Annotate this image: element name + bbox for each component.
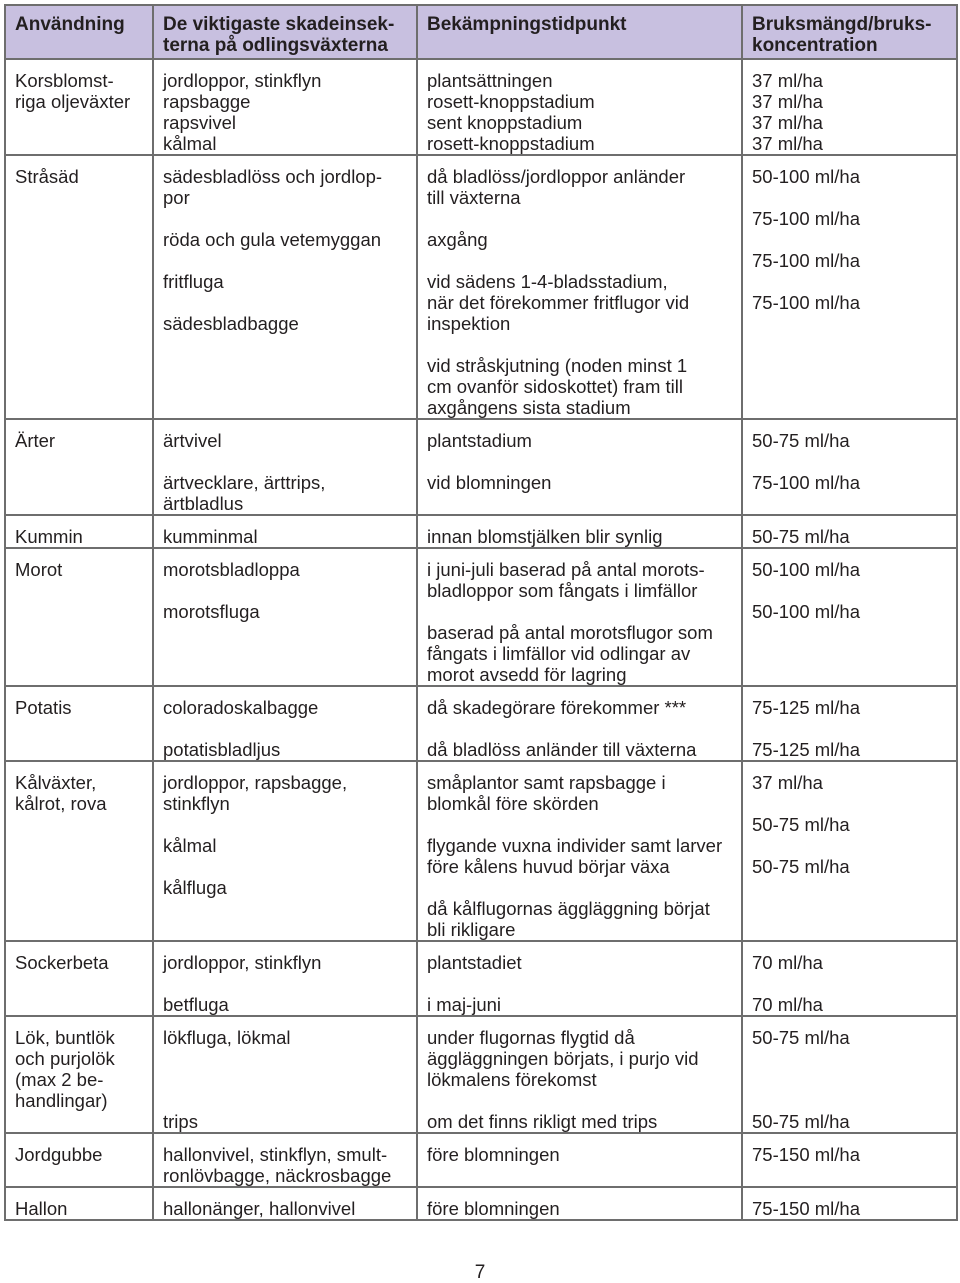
dose-line: 37 ml/ha	[752, 112, 823, 133]
dose-entry	[752, 814, 948, 835]
pest-entry	[163, 1111, 408, 1132]
pest-entry	[163, 835, 408, 856]
usage-cell	[5, 941, 153, 1016]
timing-line: då bladlöss anländer till växterna	[427, 739, 697, 760]
pest-entry	[163, 472, 408, 514]
usage-cell	[5, 59, 153, 155]
pest-line	[163, 1090, 408, 1111]
timing-entry	[427, 739, 733, 760]
timing-line: axgångens sista stadium	[427, 397, 631, 418]
dose-line: 75-150 ml/ha	[752, 1144, 860, 1165]
timing-entry	[427, 271, 733, 334]
usage-line: Potatis	[15, 697, 72, 718]
timing-line: till växterna	[427, 187, 521, 208]
timing-cell	[417, 548, 742, 686]
pest-entry	[163, 313, 408, 334]
usage-cell	[5, 515, 153, 548]
table-row	[5, 548, 957, 686]
pest-line: potatisbladljus	[163, 739, 281, 760]
pest-line: hallonänger, hallonvivel	[163, 1198, 356, 1219]
usage-cell	[5, 1187, 153, 1220]
pest-cell	[153, 686, 417, 761]
timing-entry	[427, 559, 733, 601]
dose-entry	[752, 208, 948, 229]
dose-line: 75-150 ml/ha	[752, 1198, 860, 1219]
timing-entry	[427, 772, 733, 814]
timing-entry	[427, 166, 733, 208]
dose-cell	[742, 1133, 957, 1187]
pest-line: sädesbladlöss och jordlop-	[163, 166, 383, 187]
pest-line: ärtvecklare, ärttrips,	[163, 472, 326, 493]
timing-line: blomkål före skörden	[427, 793, 599, 814]
table-row	[5, 1133, 957, 1187]
usage-line: och purjolök	[15, 1048, 115, 1069]
usage-line: Kålväxter,	[15, 772, 97, 793]
pest-line: ärtvivel	[163, 430, 222, 451]
dose-line: 37 ml/ha	[752, 91, 823, 112]
timing-entry	[427, 70, 733, 154]
dose-entry	[752, 1111, 948, 1132]
dose-line: 75-125 ml/ha	[752, 739, 860, 760]
timing-line: småplantor samt rapsbagge i	[427, 772, 666, 793]
table-row	[5, 155, 957, 419]
pest-entry	[163, 1144, 408, 1186]
timing-entry	[427, 835, 733, 877]
dose-line: 50-75 ml/ha	[752, 1027, 850, 1048]
usage-cell	[5, 1133, 153, 1187]
timing-line: vid sädens 1-4-bladsstadium,	[427, 271, 668, 292]
table-row	[5, 686, 957, 761]
dose-entry	[752, 70, 948, 154]
pest-line: hallonvivel, stinkflyn, smult-	[163, 1144, 388, 1165]
usage-line: Lök, buntlök	[15, 1027, 115, 1048]
usage-cell	[5, 761, 153, 941]
pest-cell	[153, 548, 417, 686]
usage-header	[5, 5, 153, 59]
timing-cell	[417, 686, 742, 761]
header-line: terna på odlingsväxterna	[163, 35, 388, 56]
pest-line: jordloppor, rapsbagge,	[163, 772, 348, 793]
usage-cell	[5, 419, 153, 515]
timing-line: i juni-juli baserad på antal morots-	[427, 559, 705, 580]
table-row	[5, 761, 957, 941]
usage-line: kålrot, rova	[15, 793, 107, 814]
pest-line: morotsfluga	[163, 601, 260, 622]
dose-line: 75-100 ml/ha	[752, 292, 860, 313]
dose-line: 50-75 ml/ha	[752, 526, 850, 547]
timing-line: då skadegörare förekommer ***	[427, 697, 687, 718]
dose-entry	[752, 772, 948, 793]
table-row	[5, 1016, 957, 1133]
timing-cell	[417, 155, 742, 419]
dose-line: 37 ml/ha	[752, 133, 823, 154]
timing-entry	[427, 355, 733, 418]
pest-entry	[163, 1027, 408, 1111]
timing-line: fångats i limfällor vid odlingar av	[427, 643, 691, 664]
dose-line	[752, 1090, 948, 1111]
timing-cell	[417, 1016, 742, 1133]
timing-line: lökmalens förekomst	[427, 1069, 597, 1090]
page-number: 7	[474, 1262, 486, 1283]
usage-line: Kummin	[15, 526, 83, 547]
dose-cell	[742, 941, 957, 1016]
pest-entry	[163, 739, 408, 760]
pest-line: kålmal	[163, 133, 217, 154]
timing-line: före blomningen	[427, 1144, 560, 1165]
dose-cell	[742, 1187, 957, 1220]
dose-cell	[742, 548, 957, 686]
dose-header	[742, 5, 957, 59]
dose-entry	[752, 994, 948, 1015]
pest-cell	[153, 515, 417, 548]
timing-line: äggläggningen börjats, i purjo vid	[427, 1048, 699, 1069]
table-row	[5, 1187, 957, 1220]
pest-entry	[163, 526, 408, 547]
dose-entry	[752, 1027, 948, 1111]
usage-cell	[5, 686, 153, 761]
pest-entry	[163, 697, 408, 718]
timing-line: plantstadium	[427, 430, 532, 451]
header-line: Bruksmängd/bruks-	[752, 14, 932, 35]
dose-entry	[752, 856, 948, 877]
pest-line: kålfluga	[163, 877, 227, 898]
dose-entry	[752, 526, 948, 547]
usage-cell	[5, 1016, 153, 1133]
pest-entry	[163, 229, 408, 250]
pest-entry	[163, 430, 408, 451]
timing-line: plantstadiet	[427, 952, 522, 973]
timing-line: baserad på antal morotsflugor som	[427, 622, 713, 643]
timing-entry	[427, 994, 733, 1015]
pest-line: ronlövbagge, näckrosbagge	[163, 1165, 392, 1186]
dose-line: 37 ml/ha	[752, 70, 823, 91]
pest-line: rapsvivel	[163, 112, 236, 133]
timing-line: då kålflugornas äggläggning börjat	[427, 898, 710, 919]
usage-line: Jordgubbe	[15, 1144, 103, 1165]
pest-line: sädesbladbagge	[163, 313, 299, 334]
pest-entry	[163, 1198, 408, 1219]
pest-entry	[163, 994, 408, 1015]
timing-line: före blomningen	[427, 1198, 560, 1219]
timing-line: flygande vuxna individer samt larver	[427, 835, 723, 856]
timing-entry	[427, 472, 733, 493]
dose-cell	[742, 1016, 957, 1133]
timing-cell	[417, 419, 742, 515]
pests-header	[153, 5, 417, 59]
pest-line: trips	[163, 1111, 198, 1132]
timing-line: vid stråskjutning (noden minst 1	[427, 355, 688, 376]
pest-cell	[153, 1133, 417, 1187]
dose-entry	[752, 430, 948, 451]
pest-line: jordloppor, stinkflyn	[163, 952, 322, 973]
timing-line: sent knoppstadium	[427, 112, 583, 133]
pest-entry	[163, 166, 408, 208]
timing-line	[427, 1090, 733, 1111]
timing-line: innan blomstjälken blir synlig	[427, 526, 663, 547]
dose-entry	[752, 697, 948, 718]
dose-line: 70 ml/ha	[752, 994, 823, 1015]
timing-line: cm ovanför sidoskottet) fram till	[427, 376, 683, 397]
pest-line: betfluga	[163, 994, 229, 1015]
dose-entry	[752, 250, 948, 271]
pest-line	[163, 1048, 408, 1069]
usage-line: Stråsäd	[15, 166, 79, 187]
timing-line: bladloppor som fångats i limfällor	[427, 580, 698, 601]
timing-cell	[417, 515, 742, 548]
header-line: koncentration	[752, 35, 878, 56]
pest-entry	[163, 772, 408, 814]
usage-line: Ärter	[15, 430, 56, 451]
pest-line: por	[163, 187, 190, 208]
timing-line: morot avsedd för lagring	[427, 664, 627, 685]
timing-line: axgång	[427, 229, 488, 250]
dose-cell	[742, 419, 957, 515]
dose-cell	[742, 686, 957, 761]
usage-line: Hallon	[15, 1198, 68, 1219]
timing-entry	[427, 229, 733, 250]
header-row	[5, 5, 957, 59]
usage-line: Korsblomst-	[15, 70, 114, 91]
pest-cell	[153, 761, 417, 941]
pest-entry	[163, 271, 408, 292]
timing-entry	[427, 1198, 733, 1219]
pest-control-table	[4, 4, 958, 1221]
usage-line: Morot	[15, 559, 63, 580]
pest-line: röda och gula vetemyggan	[163, 229, 382, 250]
pest-line: stinkflyn	[163, 793, 230, 814]
dose-line: 50-75 ml/ha	[752, 430, 850, 451]
pest-entry	[163, 877, 408, 898]
usage-line: (max 2 be-	[15, 1069, 104, 1090]
timing-line: då bladlöss/jordloppor anländer	[427, 166, 686, 187]
pest-entry	[163, 952, 408, 973]
dose-entry	[752, 739, 948, 760]
timing-line: rosett-knoppstadium	[427, 91, 595, 112]
timing-cell	[417, 941, 742, 1016]
timing-line: före kålens huvud börjar växa	[427, 856, 670, 877]
pest-cell	[153, 59, 417, 155]
timing-entry	[427, 622, 733, 685]
pest-cell	[153, 419, 417, 515]
pest-line: lökfluga, lökmal	[163, 1027, 291, 1048]
usage-cell	[5, 548, 153, 686]
dose-entry	[752, 166, 948, 187]
usage-line: handlingar)	[15, 1090, 108, 1111]
pest-cell	[153, 941, 417, 1016]
dose-line: 50-100 ml/ha	[752, 166, 860, 187]
timing-line: under flugornas flygtid då	[427, 1027, 635, 1048]
pest-line: kålmal	[163, 835, 217, 856]
timing-line: bli rikligare	[427, 919, 516, 940]
dose-line: 50-75 ml/ha	[752, 814, 850, 835]
pest-line: fritfluga	[163, 271, 224, 292]
usage-line: riga oljeväxter	[15, 91, 131, 112]
pest-line: jordloppor, stinkflyn	[163, 70, 322, 91]
pest-cell	[153, 155, 417, 419]
timing-cell	[417, 59, 742, 155]
timing-line: i maj-juni	[427, 994, 502, 1015]
timing-entry	[427, 1111, 733, 1132]
dose-line: 70 ml/ha	[752, 952, 823, 973]
timing-entry	[427, 1027, 733, 1111]
timing-entry	[427, 697, 733, 718]
dose-entry	[752, 559, 948, 580]
timing-header	[417, 5, 742, 59]
timing-line: vid blomningen	[427, 472, 552, 493]
usage-line: Sockerbeta	[15, 952, 109, 973]
header-line: Bekämpningstidpunkt	[427, 14, 627, 35]
dose-cell	[742, 155, 957, 419]
dose-line: 50-75 ml/ha	[752, 1111, 850, 1132]
timing-line: plantsättningen	[427, 70, 553, 91]
dose-line: 75-100 ml/ha	[752, 250, 860, 271]
dose-line: 75-100 ml/ha	[752, 208, 860, 229]
dose-line: 50-100 ml/ha	[752, 559, 860, 580]
dose-entry	[752, 952, 948, 973]
dose-entry	[752, 601, 948, 622]
dose-line: 75-100 ml/ha	[752, 472, 860, 493]
pest-line: morotsbladloppa	[163, 559, 300, 580]
pest-cell	[153, 1187, 417, 1220]
table-row	[5, 59, 957, 155]
dose-cell	[742, 59, 957, 155]
dose-line: 50-100 ml/ha	[752, 601, 860, 622]
timing-entry	[427, 430, 733, 451]
header-line: De viktigaste skadeinsek-	[163, 14, 395, 35]
dose-cell	[742, 761, 957, 941]
timing-cell	[417, 1187, 742, 1220]
pest-entry	[163, 559, 408, 580]
dose-entry	[752, 292, 948, 313]
timing-entry	[427, 1144, 733, 1165]
table-row	[5, 419, 957, 515]
dose-line: 50-75 ml/ha	[752, 856, 850, 877]
dose-line	[752, 1069, 948, 1090]
timing-entry	[427, 952, 733, 973]
dose-cell	[742, 515, 957, 548]
timing-line: inspektion	[427, 313, 511, 334]
table-body	[5, 59, 957, 1220]
timing-entry	[427, 898, 733, 940]
pest-line: coloradoskalbagge	[163, 697, 319, 718]
table-row	[5, 515, 957, 548]
pest-entry	[163, 601, 408, 622]
dose-entry	[752, 472, 948, 493]
dose-entry	[752, 1198, 948, 1219]
dose-line	[752, 1048, 948, 1069]
timing-cell	[417, 761, 742, 941]
pest-line: rapsbagge	[163, 91, 251, 112]
timing-line: om det finns rikligt med trips	[427, 1111, 658, 1132]
pest-cell	[153, 1016, 417, 1133]
usage-cell	[5, 155, 153, 419]
pest-line: ärtbladlus	[163, 493, 244, 514]
dose-line: 37 ml/ha	[752, 772, 823, 793]
timing-cell	[417, 1133, 742, 1187]
timing-entry	[427, 526, 733, 547]
header-line: Användning	[15, 14, 125, 35]
dose-entry	[752, 1144, 948, 1165]
pest-line	[163, 1069, 408, 1090]
table-row	[5, 941, 957, 1016]
pest-line: kumminmal	[163, 526, 258, 547]
dose-line: 75-125 ml/ha	[752, 697, 860, 718]
pest-entry	[163, 70, 408, 154]
timing-line: när det förekommer fritflugor vid	[427, 292, 690, 313]
timing-line: rosett-knoppstadium	[427, 133, 595, 154]
